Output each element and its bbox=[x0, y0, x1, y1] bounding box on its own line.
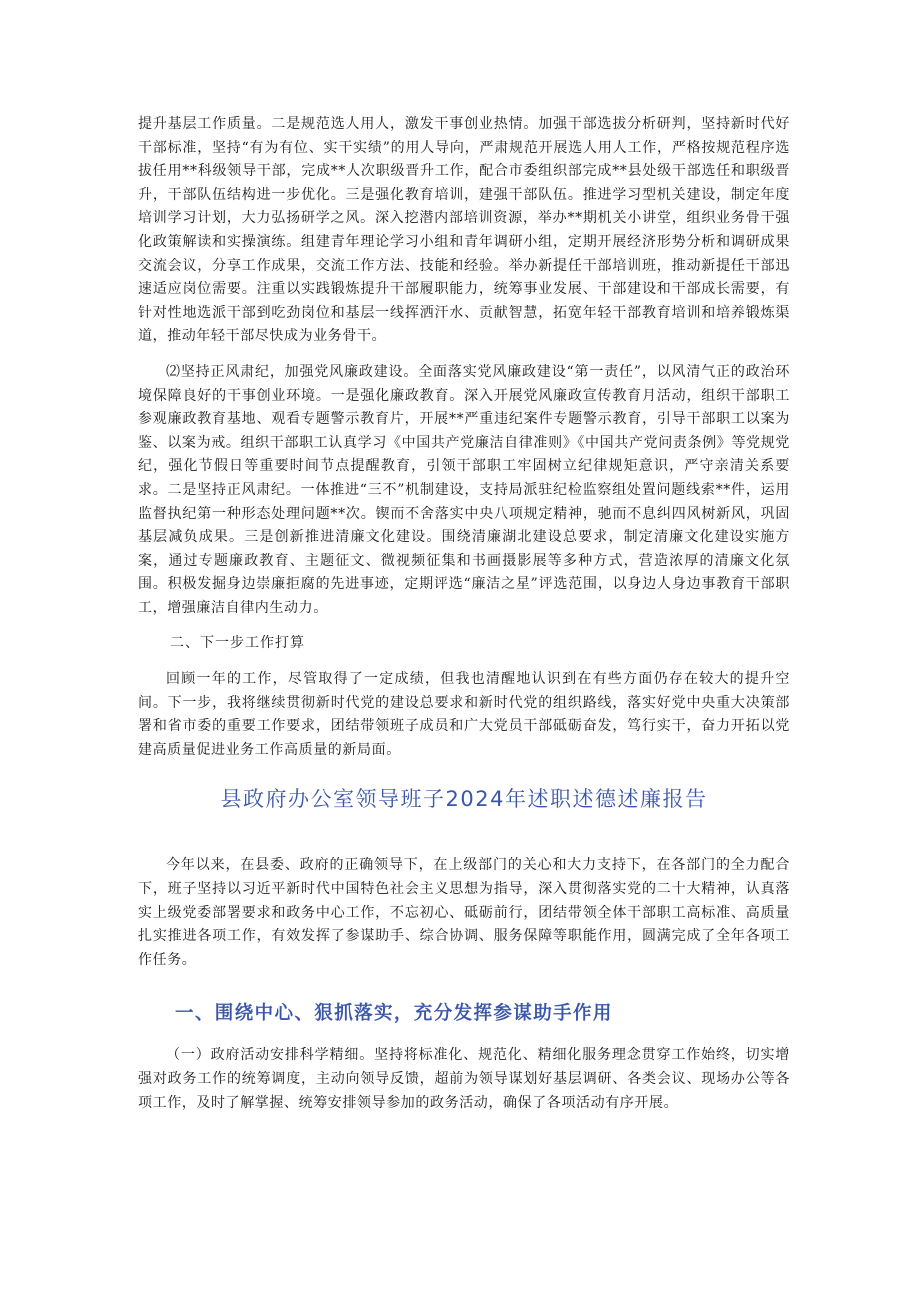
body-paragraph: 回顾一年的工作，尽管取得了一定成绩，但我也清醒地认识到在有些方面仍存在较大的提升空间。下一步，我将继续贯彻新时代党的建设总要求和新时代党的组织路线，落实好党中央重大决策部署和省市委的重要工作要求，团结带领班子成员和广大党员干部砥砺奋发，笃行实干，奋力开拓以党建高质量促进业务工作高质量的新局面。 bbox=[138, 671, 790, 758]
document-title: 县政府办公室领导班子2024年述职述德述廉报告 bbox=[220, 787, 708, 812]
body-paragraph: 今年以来，在县委、政府的正确领导下，在上级部门的关心和大力支持下，在各部门的全力配合下，班子坚持以习近平新时代中国特色社会主义思想为指导，深入贯彻落实党的二十大精神，认真落实上级党委部署要求和政务中心工作，不忘初心、砥砺前行，团结带领全体干部职工高标准、高质量扎实推进各项工作，有效发挥了参谋助手、综合协调、服务保障等职能作用，圆满完成了全年各项工作任务。 bbox=[138, 857, 790, 968]
body-paragraph: （一）政府活动安排科学精细。坚持将标准化、规范化、精细化服务理念贯穿工作始终，切实增强对政务工作的统筹调度，主动向领导反馈，超前为领导谋划好基层调研、各类会议、现场办公等各项工作，及时了解掌握、统筹安排领导参加的政务活动，确保了各项活动有序开展。 bbox=[138, 1047, 790, 1111]
section-heading: 二、下一步工作打算 bbox=[170, 635, 305, 652]
body-paragraph: ⑵坚持正风肃纪，加强党风廉政建设。全面落实党风廉政建设“第一责任”，以风清气正的政治环境保障良好的干事创业环境。一是强化廉政教育。深入开展党风廉政宣传教育月活动，组织干部职工参观廉政教育基地、观看专题警示教育片，开展**严重违纪案件专题警示教育，引导干部职工以案为鉴、以案为戒。组织干部职工认真学习《中国共产党廉洁自律准则》《中国共产党问责条例》等党规党纪，强化节假日等重要时间节点提醒教育，引领干部职工牢固树立纪律规矩意识，严守亲清关系要求。二是坚持正风肃纪。一体推进“三不”机制建设，支持局派驻纪检监察组处置问题线索**件，运用监督执纪第一种形态处理问题**次。锲而不舍落实中央八项规定精神，驰而不息纠四风树新风，巩固基层减负成果。三是创新推进清廉文化建设。围绕清廉湖北建设总要求，制定清廉文化建设实施方案，通过专题廉政教育、主题征文、微视频征集和书画摄影展等多种方式，营造浓厚的清廉文化氛围。积极发掘身边崇廉拒腐的先进事迹，定期评选“廉洁之星”评选范围，以身边人身边事教育干部职工，增强廉洁自律内生动力。 bbox=[138, 363, 790, 616]
body-paragraph: 提升基层工作质量。二是规范选人用人，激发干事创业热情。加强干部选拔分析研判，坚持新时代好干部标准，坚持“有为有位、实干实绩”的用人导向，严肃规范开展选人用人工作，严格按规范程序选拔任用**科级领导干部，完成**人次职级晋升工作，配合市委组织部完成**县处级干部选任和职级晋升，干部队伍结构进一步优化。三是强化教育培训，建强干部队伍。推进学习型机关建设，制定年度培训学习计划，大力弘扬研学之风。深入挖潜内部培训资源，举办**期机关小讲堂，组织业务骨干强化政策解读和实操演练。组建青年理论学习小组和青年调研小组，定期开展经济形势分析和调研成果交流会议，分享工作成果，交流工作方法、技能和经验。举办新提任干部培训班，推动新提任干部迅速适应岗位需要。注重以实践锻炼提升干部履职能力，统筹事业发展、干部建设和干部成长需要，有针对性地选派干部到吃劲岗位和基层一线挥洒汗水、贡献智慧，拓宽年轻干部教育培训和培养锻炼渠道，推动年轻干部尽快成为业务骨干。 bbox=[138, 116, 790, 345]
section-heading: 一、围绕中心、狠抓落实，充分发挥参谋助手作用 bbox=[175, 1003, 613, 1025]
document-page bbox=[138, 113, 790, 1115]
